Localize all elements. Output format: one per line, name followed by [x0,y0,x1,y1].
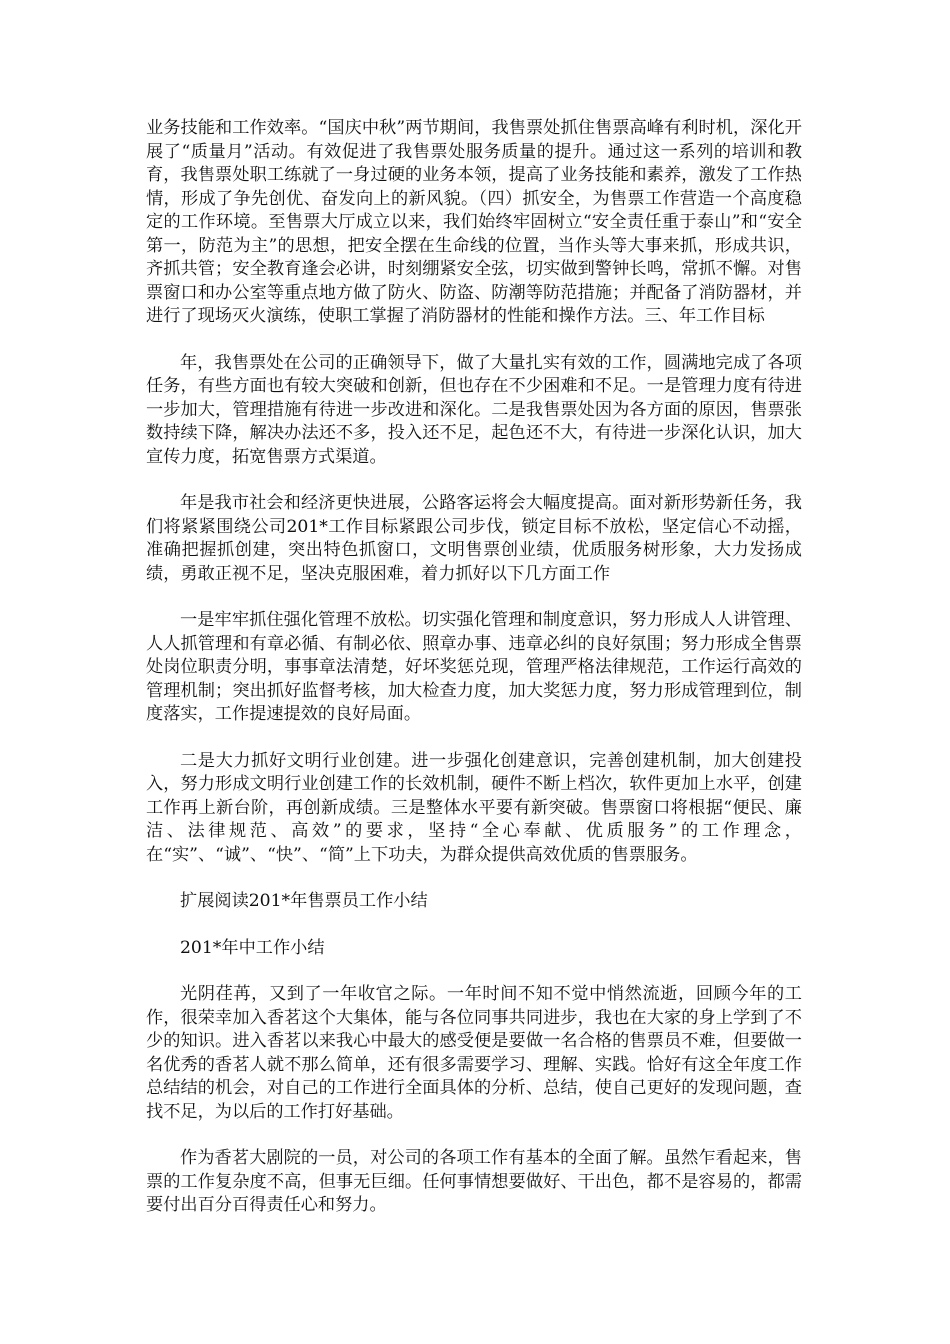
paragraph-5: 二是大力抓好文明行业创建。进一步强化创建意识，完善创建机制，加大创建投入，努力形成文明行业创建工作的长效机制，硬件不断上档次，软件更加上水平，创建工作再上新台阶，再创新成绩。三是整体水平要有新突破。售票窗口将根据“便民、廉洁、法律规范、高效”的要求，坚持“全心奉献、优质服务”的工作理念，在“实”、“诚”、“快”、“简”上下功夫，为群众提供高效优质的售票服务。 [146,750,802,865]
paragraph-1: 业务技能和工作效率。“国庆中秋”两节期间，我售票处抓住售票高峰有利时机，深化开展了“质量月”活动。有效促进了我售票处服务质量的提升。通过这一系列的培训和教育，我售票处职工练就了一身过硬的业务本领，提高了业务技能和素养，激发了工作热情，形成了争先创优、奋发向上的新风貌。（四）抓安全，为售票工作营造一个高度稳定的工作环境。至售票大厅成立以来，我们始终牢固树立“安全责任重于泰山”和“安全第一，防范为主”的思想，把安全摆在生命线的位置，当作头等大事来抓，形成共识，齐抓共管；安全教育逢会必讲，时刻绷紧安全弦，切实做到警钟长鸣，常抓不懈。对售票窗口和办公室等重点地方做了防火、防盗、防潮等防范措施；并配备了消防器材，并进行了现场灭火演练，使职工掌握了消防器材的性能和操作方法。三、年工作目标 [146,118,802,326]
paragraph-9: 作为香茗大剧院的一员，对公司的各项工作有基本的全面了解。虽然乍看起来，售票的工作复杂度不高，但事无巨细。任何事情想要做好、干出色，都不是容易的，都需要付出百分百得责任心和努力。 [146,1148,802,1215]
section-heading-extended-reading: 扩展阅读201*年售票员工作小结 [180,891,428,911]
section-heading-mid-year-summary: 201*年中工作小结 [180,937,325,958]
paragraph-2: 年，我售票处在公司的正确领导下，做了大量扎实有效的工作，圆满地完成了各项任务，有些方面也有较大突破和创新，但也存在不少困难和不足。一是管理力度有待进一步加大，管理措施有待进一步改进和深化。二是我售票处因为各方面的原因，售票张数持续下降，解决办法还不多，投入还不足，起色还不大，有待进一步深化认识，加大宣传力度，拓宽售票方式渠道。 [146,352,802,467]
document-body [146,117,802,1241]
paragraph-4: 一是牢牢抓住强化管理不放松。切实强化管理和制度意识，努力形成人人讲管理、人人抓管理和有章必循、有制必依、照章办事、违章必纠的良好氛围；努力形成全售票处岗位职责分明，事事章法清楚，好坏奖惩兑现，管理严格法律规范，工作运行高效的管理机制；突出抓好监督考核，加大检查力度，加大奖惩力度，努力形成管理到位，制度落实，工作提速提效的良好局面。 [146,610,802,724]
paragraph-8: 光阴荏苒，又到了一年收官之际。一年时间不知不觉中悄然流逝，回顾今年的工作，很荣幸加入香茗这个大集体，能与各位同事共同进步，我也在大家的身上学到了不少的知识。进入香茗以来我心中最大的感受便是要做一名合格的售票员不难，但要做一名优秀的香茗人就不那么简单，还有很多需要学习、理解、实践。恰好有这全年度工作总结结的机会，对自己的工作进行全面具体的分析、总结，使自己更好的发现问题，查找不足，为以后的工作打好基础。 [146,984,802,1122]
paragraph-3: 年是我市社会和经济更快进展，公路客运将会大幅度提高。面对新形势新任务，我们将紧紧围绕公司201*工作目标紧跟公司步伐，锁定目标不放松，坚定信心不动摇，准确把握抓创建，突出特色抓窗口，文明售票创业绩，优质服务树形象，大力发扬成绩，勇敢正视不足，坚决克服困难，着力抓好以下几方面工作 [146,493,802,584]
